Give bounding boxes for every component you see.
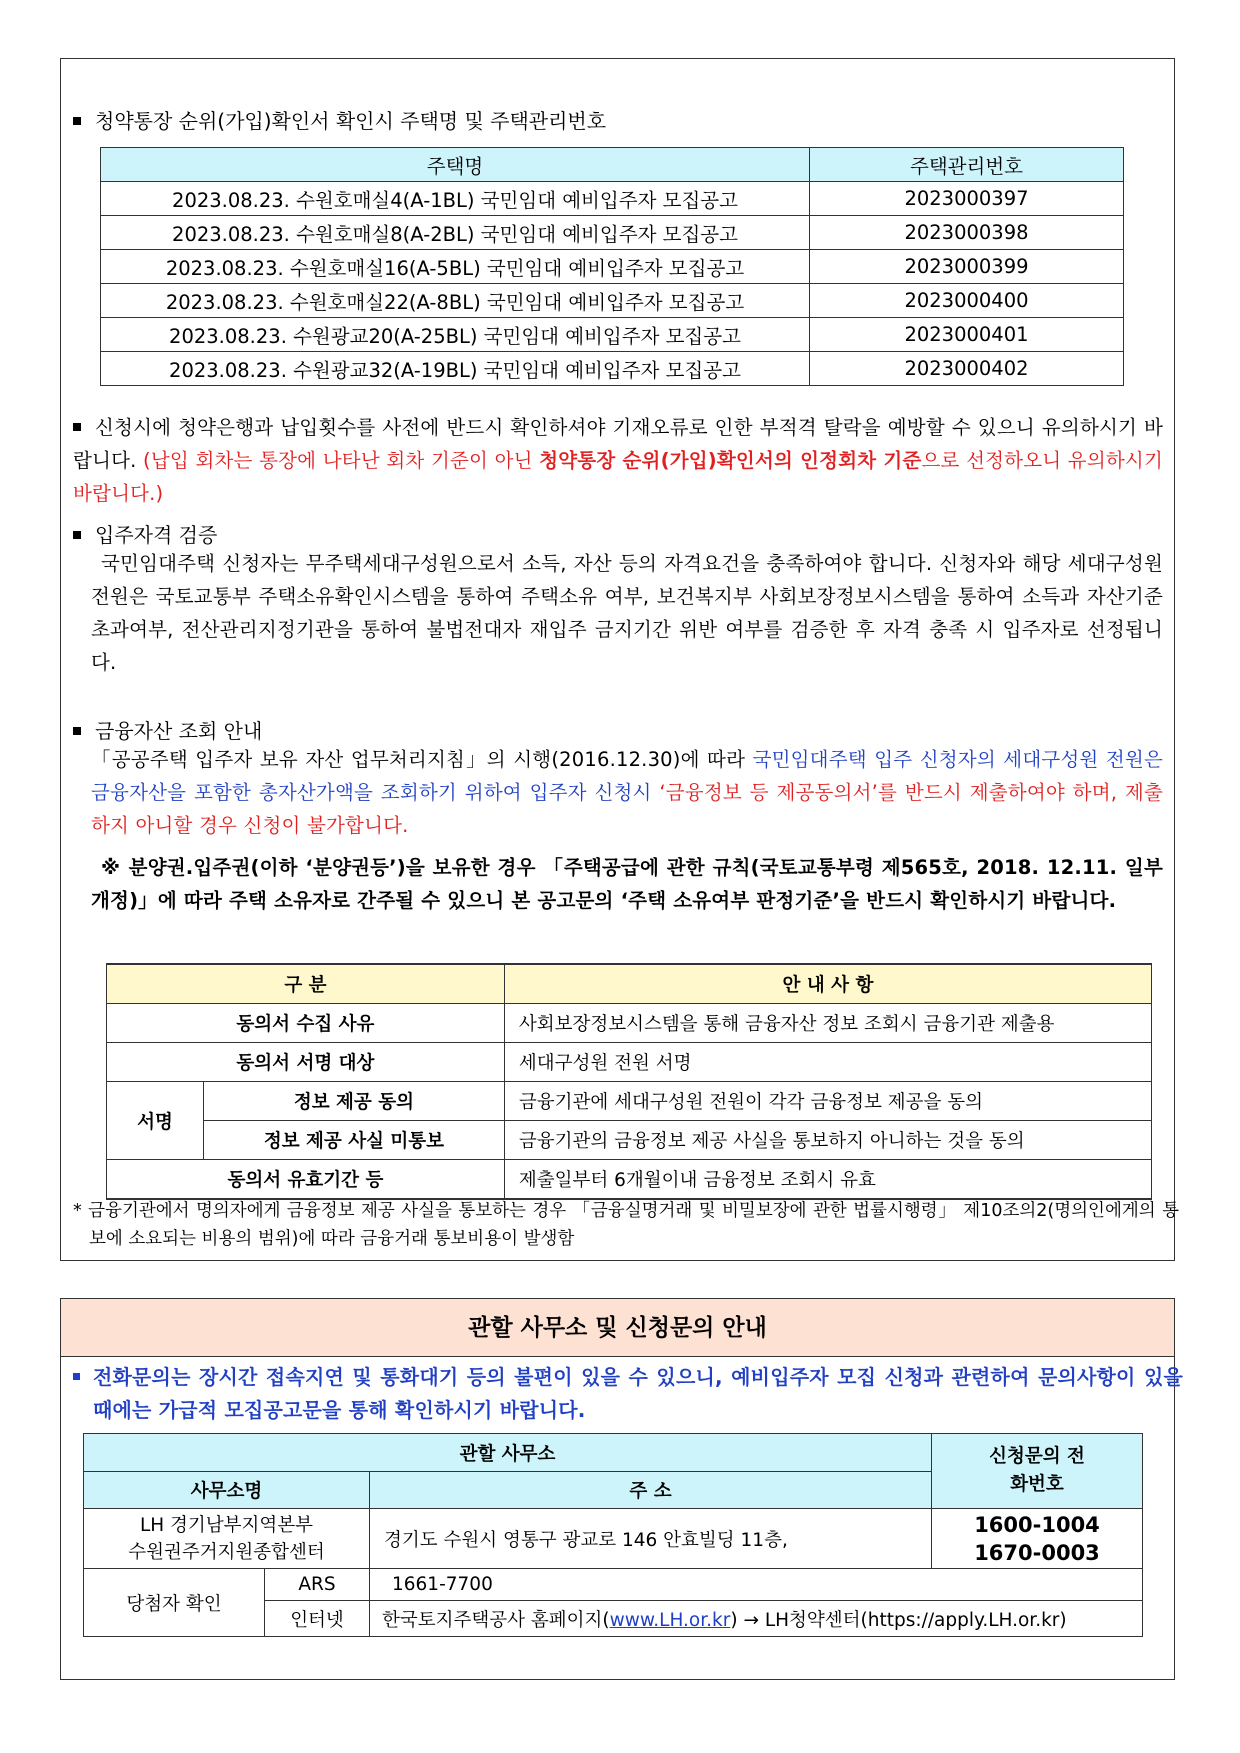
notice-box (60, 58, 1179, 1261)
table-row (101, 216, 1124, 250)
section-financial-heading (73, 715, 262, 744)
phone-number: 1600-1004 (974, 1512, 1100, 1537)
table-row (107, 1082, 1152, 1121)
internet-cell (370, 1601, 1143, 1637)
housing-id: 2023000401 (810, 318, 1124, 352)
phone-header (932, 1434, 1143, 1509)
address-header: 주 소 (370, 1472, 932, 1509)
table-row (107, 1004, 1152, 1043)
financial-text: 「공공주택 입주자 보유 자산 업무처리지침」의 시행(2016.12.30)에 따라 (91, 748, 753, 771)
row-label: 정보 제공 사실 미통보 (204, 1121, 505, 1160)
heading-text: 금융자산 조회 안내 (95, 719, 263, 743)
bullet-square-icon (73, 531, 81, 539)
table-row (107, 1043, 1152, 1082)
col-header-category: 구 분 (107, 964, 505, 1004)
bullet-square-icon (73, 727, 81, 735)
phone-number: 1670-0003 (974, 1540, 1100, 1565)
housing-id: 2023000397 (810, 182, 1124, 216)
table-row (101, 182, 1124, 216)
row-label: 동의서 수집 사유 (107, 1004, 505, 1043)
office-name-header: 사무소명 (84, 1472, 370, 1509)
notice-red-text: (납입 회차는 통장에 나타난 회차 기준이 아닌 (143, 449, 540, 472)
office-table (83, 1433, 1143, 1637)
row-group-label: 서명 (107, 1082, 204, 1160)
housing-name: 2023.08.23. 수원호매실22(A-8BL) 국민임대 예비입주자 모집공고 (101, 284, 810, 318)
row-label: 동의서 서명 대상 (107, 1043, 505, 1082)
footnote: * 금융기관에서 명의자에게 금융정보 제공 사실을 통보하는 경우 「금융실명거래 및 비밀보장에 관한 법률시행령」 제10조의2(명의인에게의 통보에 소요되는 비용의 범위)에 따라 금융거래 통보비용이 발생함 (73, 1201, 1179, 1249)
contact-notice (73, 1361, 1183, 1427)
notice-red-text: 으로 선정하오니 유의하시기 바랍니다.) (73, 449, 1163, 505)
bullet-square-icon (73, 423, 81, 431)
housing-name: 2023.08.23. 수원호매실8(A-2BL) 국민임대 예비입주자 모집공고 (101, 216, 810, 250)
housing-name: 2023.08.23. 수원호매실16(A-5BL) 국민임대 예비입주자 모집공고 (101, 250, 810, 284)
financial-body (91, 743, 1163, 842)
financial-blue-text: 국민임대주택 입주 신청자의 세대구성원 전원은 금융자산을 포함한 총자산가액을 조회하기 위하여 입주자 신청시 (91, 748, 1163, 804)
ars-label: ARS (265, 1569, 370, 1601)
contact-notice-text: 전화문의는 장시간 접속지연 및 통화대기 등의 불편이 있을 수 있으니, 예비입주자 모집 신청과 관련하여 문의사항이 있을 때에는 가급적 모집공고문을 통해 확인하시기 바랍니다. (93, 1365, 1183, 1422)
table-row (101, 352, 1124, 386)
housing-id: 2023000399 (810, 250, 1124, 284)
row-value: 금융기관에 세대구성원 전원이 각각 금융정보 제공을 동의 (504, 1082, 1151, 1121)
notice-red-bold-text: 청약통장 순위(가입)확인서의 인정회차 기준 (539, 449, 922, 472)
financial-consent-table (106, 963, 1152, 1200)
row-label: 동의서 유효기간 등 (107, 1160, 505, 1200)
col-header-housing-id: 주택관리번호 (810, 148, 1124, 182)
housing-name: 2023.08.23. 수원광교20(A-25BL) 국민임대 예비입주자 모집공고 (101, 318, 810, 352)
bullet-square-icon (73, 1373, 80, 1380)
phone-header-text: 신청문의 전화번호 (989, 1446, 1085, 1495)
office-name-cell (84, 1509, 370, 1569)
eligibility-body: 국민임대주택 신청자는 무주택세대구성원으로서 소득, 자산 등의 자격요건을 충족하여야 합니다. 신청자와 해당 세대구성원 전원은 국토교통부 주택소유확인시스템을 통하여 주택소유 여부, 보건복지부 사회보장정보시스템을 통하여 소득과 자산기준 초과여부, 전산관리지정기관을 통하여 불법전대자 재입주 금지기간 위반 여부를 검증한 후 자격 충족 시 입주자로 선정됩니다. (91, 552, 1163, 674)
housing-id: 2023000398 (810, 216, 1124, 250)
table-row (101, 318, 1124, 352)
housing-id: 2023000400 (810, 284, 1124, 318)
internet-suffix: ) → LH청약센터(https://apply.LH.or.kr) (730, 1609, 1067, 1631)
housing-name: 2023.08.23. 수원호매실4(A-1BL) 국민임대 예비입주자 모집공고 (101, 182, 810, 216)
row-value: 사회보장정보시스템을 통해 금융자산 정보 조회시 금융기관 제출용 (504, 1004, 1151, 1043)
pre-sale-rights-notice: ※ 분양권.입주권(이하 ‘분양권등’)을 보유한 경우 「주택공급에 관한 규칙(국토교통부령 제565호, 2018. 12.11. 일부개정)」에 따라 주택 소유자로 간주될 수 있으니 본 공고문의 ‘주택 소유여부 판정기준’을 반드시 확인하시기 바랍니다. (91, 856, 1163, 912)
housing-name: 2023.08.23. 수원광교32(A-19BL) 국민임대 예비입주자 모집공고 (101, 352, 810, 386)
row-label: 정보 제공 동의 (204, 1082, 505, 1121)
housing-id: 2023000402 (810, 352, 1124, 386)
table-row (107, 1121, 1152, 1160)
internet-label: 인터넷 (265, 1601, 370, 1637)
col-header-housing-name: 주택명 (101, 148, 810, 182)
payment-count-notice (73, 411, 1163, 510)
phone-cell (932, 1509, 1143, 1569)
heading-text: 입주자격 검증 (95, 523, 218, 547)
bullet-square-icon (73, 117, 81, 125)
office-address: 경기도 수원시 영통구 광교로 146 안효빌딩 11층, (370, 1509, 932, 1569)
heading-text: 청약통장 순위(가입)확인서 확인시 주택명 및 주택관리번호 (95, 109, 607, 133)
ars-number: 1661-7700 (370, 1569, 1143, 1601)
contact-box (60, 1298, 1183, 1680)
col-header-guidance: 안 내 사 항 (504, 964, 1151, 1004)
row-value: 금융기관의 금융정보 제공 사실을 통보하지 아니하는 것을 동의 (504, 1121, 1151, 1160)
contact-title: 관할 사무소 및 신청문의 안내 (61, 1299, 1174, 1357)
lh-homepage-link[interactable]: www.LH.or.kr (609, 1609, 731, 1631)
table-row (101, 284, 1124, 318)
table-row (107, 1160, 1152, 1200)
housing-id-table (100, 147, 1124, 386)
row-value: 제출일부터 6개월이내 금융정보 조회시 유효 (504, 1160, 1151, 1200)
office-name-line2: 수원권주거지원종합센터 (128, 1541, 325, 1563)
financial-red-text: ‘금융정보 등 제공동의서’를 반드시 제출하여야 하며, 제출하지 아니할 경우 신청이 불가합니다. (91, 781, 1163, 837)
section-eligibility-heading (73, 519, 217, 548)
office-header: 관할 사무소 (84, 1434, 932, 1472)
notice-text: 신청시에 청약은행과 납입횟수를 사전에 반드시 확인하셔야 기재오류로 인한 부적격 탈락을 예방할 수 있으니 유의하시기 바랍니다. (73, 416, 1163, 472)
internet-prefix: 한국토지주택공사 홈페이지( (382, 1609, 610, 1631)
section-housing-id-heading (73, 105, 606, 134)
office-name-line1: LH 경기남부지역본부 (139, 1514, 314, 1536)
table-row (101, 250, 1124, 284)
winner-check-label: 당첨자 확인 (84, 1569, 265, 1637)
row-value: 세대구성원 전원 서명 (504, 1043, 1151, 1082)
